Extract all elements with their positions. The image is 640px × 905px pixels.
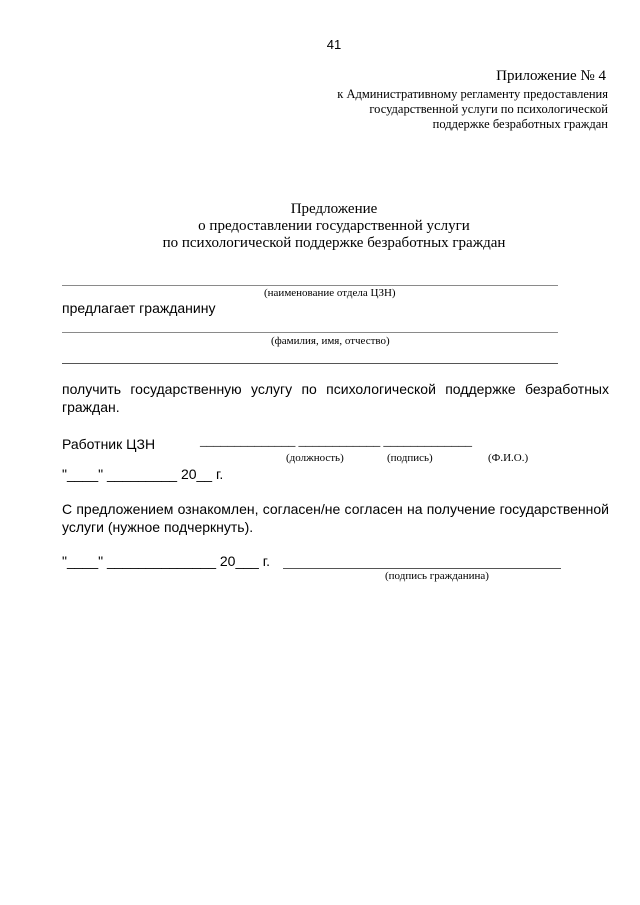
fio-full-caption: (фамилия, имя, отчество) [271,335,390,347]
acknowledge-line-1: С предложением ознакомлен, согласен/не согласен на получение государственной [62,501,609,517]
heading-subtitle-1: о предоставлении государственной услуги [198,218,470,234]
citizen-name-blank-line-2[interactable] [62,363,558,364]
employee-label: Работник ЦЗН [62,436,156,452]
offers-to-citizen-text: предлагает гражданину [62,300,216,316]
appendix-line-3: поддержке безработных граждан [432,117,608,131]
heading-title: Предложение [290,201,378,217]
citizen-signature-blank-line[interactable] [283,568,561,569]
heading-subtitle-2: по психологической поддержке безработных граждан [162,235,506,251]
receive-service-line-1: получить государственную услугу по психологической поддержке безработных [62,381,609,397]
date-line-2[interactable]: "____" ______________ 20___ г. [62,553,270,569]
appendix-line-1: к Административному регламенту предоставления [337,87,608,101]
employee-blanks[interactable]: ______________ ____________ _____________ [200,434,472,449]
appendix-line-2: государственной услуги по психологической [369,102,608,116]
acknowledge-line-2: услуги (нужное подчеркнуть). [62,519,254,535]
receive-service-line-2: граждан. [62,399,120,415]
department-blank-line[interactable] [62,285,558,286]
fio-short-caption: (Ф.И.О.) [488,452,529,464]
page-number: 41 [326,37,342,52]
citizen-name-blank-line[interactable] [62,332,558,333]
appendix-title: Приложение № 4 [496,68,606,84]
signature-caption: (подпись) [387,452,433,464]
department-caption: (наименование отдела ЦЗН) [264,287,396,299]
position-caption: (должность) [286,452,344,464]
citizen-signature-caption: (подпись гражданина) [385,570,489,582]
date-line-1[interactable]: "____" _________ 20__ г. [62,466,224,482]
